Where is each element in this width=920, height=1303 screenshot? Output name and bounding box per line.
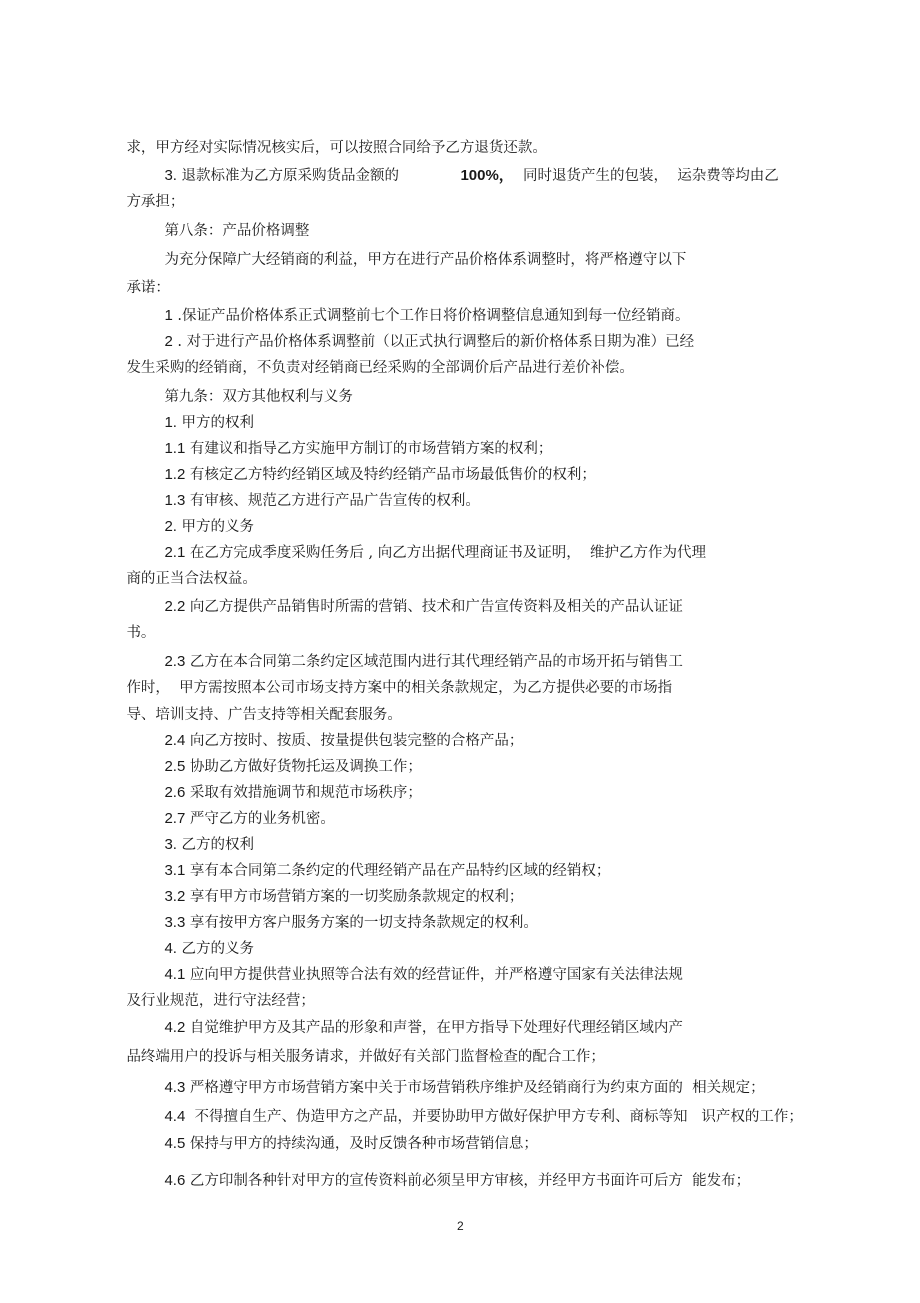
item-number: 1.2	[164, 466, 186, 483]
text-line: 方承担；	[126, 194, 185, 210]
text-line: 2 . 对于进行产品价格体系调整前（以正式执行调整后的新价格体系日期为准）已经	[164, 333, 695, 350]
item-number: 2.4	[164, 732, 186, 749]
text-line: 1 .保证产品价格体系正式调整前七个工作日将价格调整信息通知到每一位经销商。	[164, 307, 690, 324]
text-line: 3.2 享有甲方市场营销方案的一切奖励条款规定的权利；	[164, 888, 524, 905]
item-number: 4.6	[164, 1172, 186, 1189]
text-line: 4.4 不得擅自生产、伪造甲方之产品，并要协助甲方做好保护甲方专利、商标等知 识产权的工作；	[164, 1108, 803, 1125]
text-line: 2.5 协助乙方做好货物托运及调换工作；	[164, 758, 422, 775]
text-line: 3. 退款标准为乙方原采购货品金额的	[164, 167, 400, 184]
text-line: 导、培训支持、广告支持等相关配套服务。	[126, 707, 402, 723]
text-line: 2.6 采取有效措施调节和规范市场秩序；	[164, 784, 422, 801]
text-line: 1.3 有审核、规范乙方进行产品广告宣传的权利。	[164, 492, 480, 509]
refund-percentage: 100%，	[460, 167, 514, 184]
text-line: 求，甲方经对实际情况核实后，可以按照合同给予乙方退货还款。	[126, 140, 547, 156]
text-line: 4.5 保持与甲方的持续沟通，及时反馈各种市场营销信息；	[164, 1135, 538, 1152]
text-line: 承诺：	[126, 280, 170, 296]
item-number: 4.5	[164, 1135, 186, 1152]
item-number: 2	[164, 333, 173, 350]
item-number: 4.	[164, 940, 177, 957]
text-line: 4. 乙方的义务	[164, 940, 255, 957]
item-number: 3.3	[164, 914, 186, 931]
item-number: 4.1	[164, 966, 186, 983]
text-line-percent: 100%， 同时退货产生的包装， 运杂费等均由乙	[460, 167, 779, 184]
item-number: 2.7	[164, 810, 186, 827]
text-line: 1.2 有核定乙方特约经销区域及特约经销产品市场最低售价的权利；	[164, 466, 596, 483]
text-line: 1.1 有建议和指导乙方实施甲方制订的市场营销方案的权利；	[164, 440, 553, 457]
page-number: 2	[457, 1219, 464, 1233]
text-line: 作时， 甲方需按照本公司市场支持方案中的相关条款规定，为乙方提供必要的市场指	[126, 680, 673, 696]
item-number: 3.2	[164, 888, 186, 905]
article-heading: 第九条：双方其他权利与义务	[164, 389, 353, 405]
text-line: 为充分保障广大经销商的利益，甲方在进行产品价格体系调整时，将严格遵守以下	[164, 252, 687, 268]
text-line: 品终端用户的投诉与相关服务请求，并做好有关部门监督检查的配合工作；	[126, 1049, 605, 1065]
text-line: 3. 乙方的权利	[164, 836, 255, 853]
item-number: 1.3	[164, 492, 186, 509]
text-line: 3.1 享有本合同第二条约定的代理经销产品在产品特约区域的经销权；	[164, 862, 611, 879]
text-line: 2.7 严守乙方的业务机密。	[164, 810, 335, 827]
text-line: 2. 甲方的义务	[164, 518, 255, 535]
item-number: 4.2	[164, 1019, 186, 1036]
text-line: 书。	[126, 625, 156, 641]
text-line: 及行业规范，进行守法经营；	[126, 993, 315, 1009]
article-heading: 第八条：产品价格调整	[164, 223, 310, 239]
item-number: 4.3	[164, 1079, 186, 1096]
item-number: 2.5	[164, 758, 186, 775]
text-line: 2.1 在乙方完成季度采购任务后 , 向乙方出据代理商证书及证明， 维护乙方作为代理	[164, 544, 706, 561]
text-line: 4.1 应向甲方提供营业执照等合法有效的经营证件，并严格遵守国家有关法律法规	[164, 966, 683, 983]
item-number: 3.1	[164, 862, 186, 879]
text-line: 4.2 自觉维护甲方及其产品的形象和声誉，在甲方指导下处理好代理经销区域内产	[164, 1019, 683, 1036]
text-line: 4.6 乙方印制各种针对甲方的宣传资料前必须呈甲方审核，并经甲方书面许可后方 能发布；	[164, 1172, 751, 1189]
item-number: 3.	[164, 836, 177, 853]
item-number: 2.1	[164, 544, 186, 561]
item-number: 4.4	[164, 1108, 186, 1125]
item-number: 2.6	[164, 784, 186, 801]
text-line: 发生采购的经销商，不负责对经销商已经采购的全部调价后产品进行差价补偿。	[126, 360, 634, 376]
text-line: 1. 甲方的权利	[164, 414, 255, 431]
item-number: 2.	[164, 518, 177, 535]
text-line: 2.3 乙方在本合同第二条约定区域范围内进行其代理经销产品的市场开拓与销售工	[164, 653, 683, 670]
text-line: 商的正当合法权益。	[126, 571, 257, 587]
item-number: 1.	[164, 414, 177, 431]
item-number: 2.3	[164, 653, 186, 670]
item-number: 1.1	[164, 440, 186, 457]
text-line: 4.3 严格遵守甲方市场营销方案中关于市场营销秩序维护及经销商行为约束方面的 相关规定；	[164, 1079, 765, 1096]
item-number: 1	[164, 307, 173, 324]
item-number: 2.2	[164, 598, 186, 615]
text-line: 2.2 向乙方提供产品销售时所需的营销、技术和广告宣传资料及相关的产品认证证	[164, 598, 683, 615]
item-number: 3.	[164, 167, 177, 184]
text-line: 2.4 向乙方按时、按质、按量提供包装完整的合格产品；	[164, 732, 524, 749]
text-line: 3.3 享有按甲方客户服务方案的一切支持条款规定的权利。	[164, 914, 538, 931]
